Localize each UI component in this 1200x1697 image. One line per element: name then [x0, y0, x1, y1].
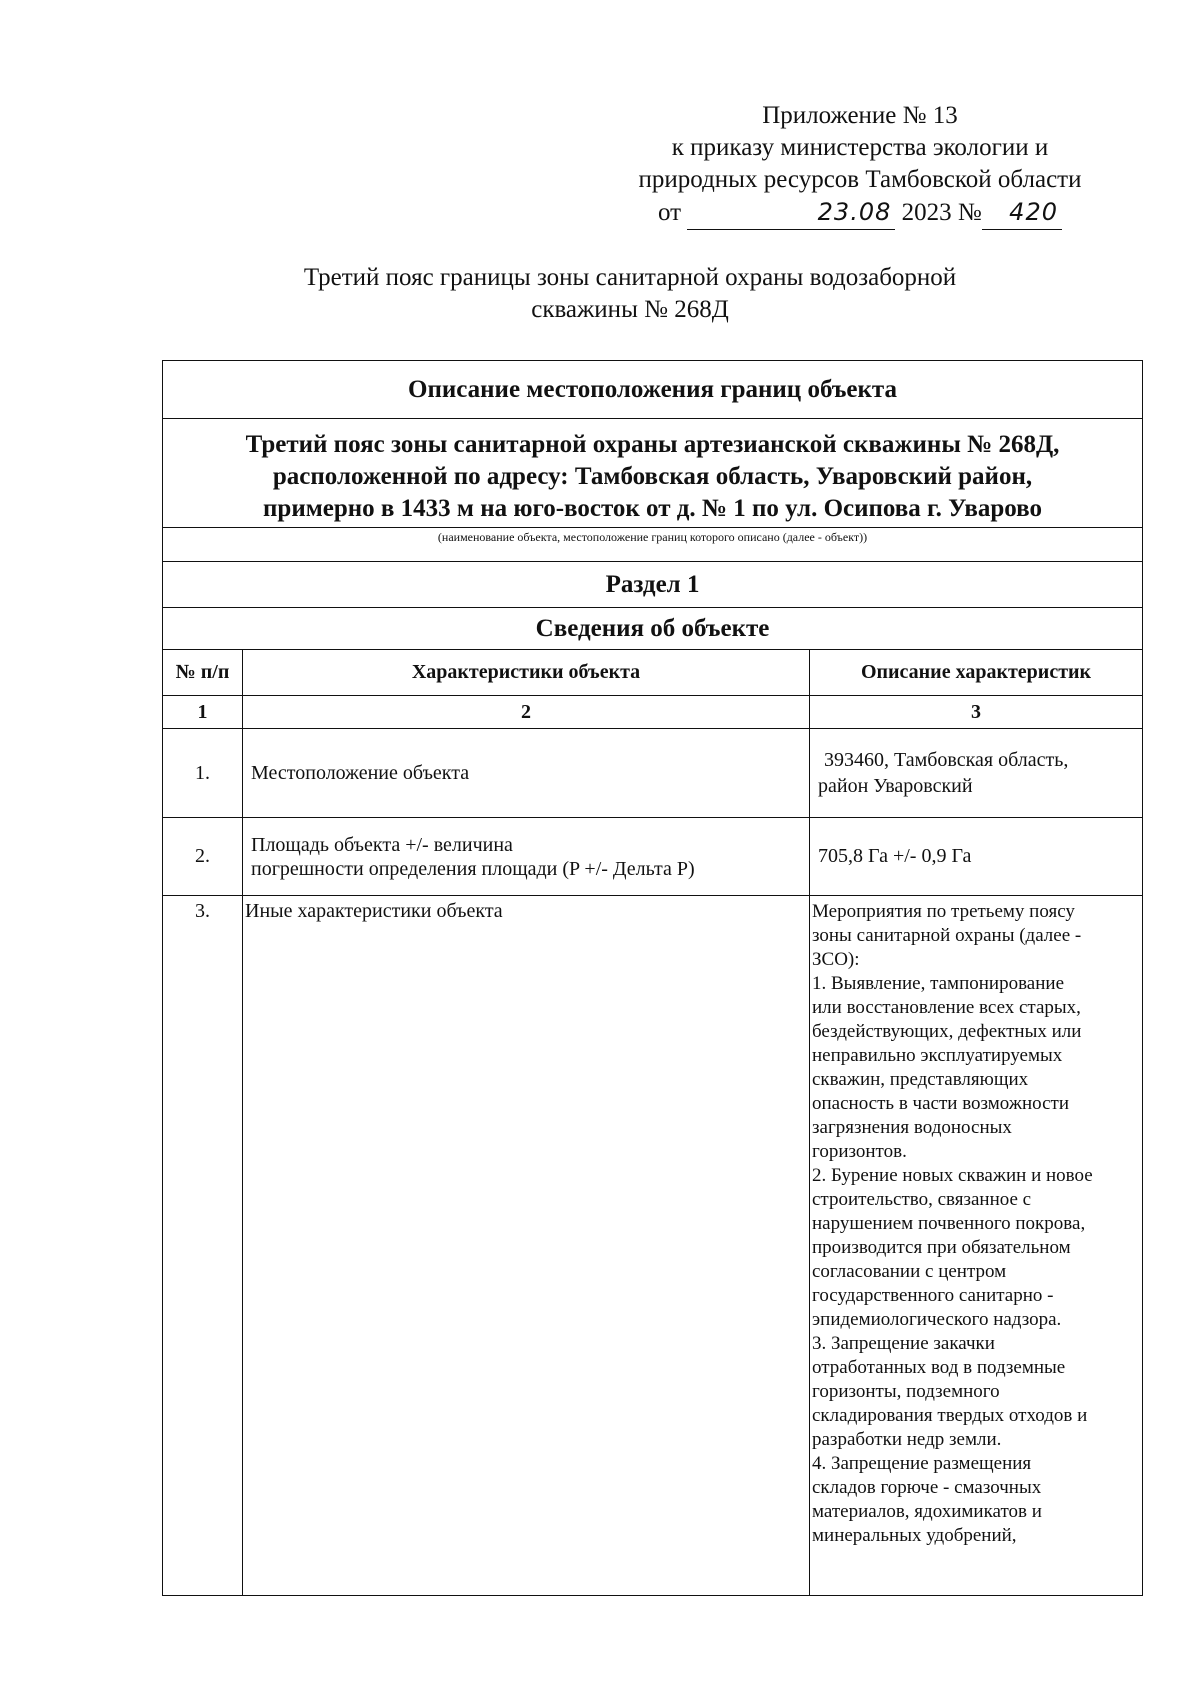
boundary-description-table	[162, 360, 1143, 1596]
description-line: отработанных вод в подземные	[812, 1357, 1066, 1378]
column-header-characteristic: Характеристики объекта	[243, 650, 810, 696]
object-name-line-1: Третий пояс зоны санитарной охраны артезианской скважины № 268Д,	[245, 431, 1060, 458]
row-1-num: 1.	[163, 729, 243, 818]
description-line: 1. Выявление, тампонирование	[812, 973, 1065, 994]
column-header-row	[163, 650, 1143, 696]
column-number-1: 1	[163, 696, 243, 729]
object-name-line-3: примерно в 1433 м на юго-восток от д. № 1 по ул. Осипова г. Уварово	[263, 495, 1042, 522]
year-label: 2023 №	[901, 199, 982, 226]
description-line: неправильно эксплуатируемых	[812, 1045, 1063, 1066]
object-name-line-2: расположенной по адресу: Тамбовская область, Уваровский район,	[272, 463, 1033, 490]
description-line: горизонтов.	[812, 1141, 907, 1162]
row-3-num: 3.	[163, 896, 243, 1596]
appendix-title: Приложение № 13	[762, 102, 958, 129]
description-line: нарушением почвенного покрова,	[812, 1213, 1086, 1234]
description-line: загрязнения водоносных	[812, 1117, 1012, 1138]
column-number-3: 3	[810, 696, 1143, 729]
description-line: скважин, представляющих	[812, 1069, 1029, 1090]
title-line-2: скважины № 268Д	[531, 296, 729, 323]
table-row	[163, 896, 1143, 1596]
description-line: 4. Запрещение размещения	[812, 1453, 1032, 1474]
description-line: материалов, ядохимикатов и	[812, 1501, 1042, 1522]
object-caption: (наименование объекта, местоположение границ которого описано (далее - объект))	[163, 528, 1143, 562]
description-line: складов горюче - смазочных	[812, 1477, 1042, 1498]
row-1-description-line-1: 393460, Тамбовская область,	[824, 749, 1069, 771]
subsection-title: Сведения об объекте	[163, 608, 1143, 650]
object-caption-row	[163, 528, 1143, 562]
description-line: опасность в части возможности	[812, 1093, 1069, 1114]
from-label: от	[658, 199, 682, 226]
description-line: разработки недр земли.	[812, 1429, 1002, 1450]
appendix-date-line	[560, 196, 1160, 230]
appendix-order-line: к приказу министерства экологии и	[671, 134, 1049, 161]
title-line-1: Третий пояс границы зоны санитарной охраны водозаборной	[303, 264, 957, 291]
column-number-2: 2	[243, 696, 810, 729]
description-line: государственного санитарно -	[812, 1285, 1054, 1306]
row-2-description: 705,8 Га +/- 0,9 Га	[810, 818, 1143, 896]
description-line: минеральных удобрений,	[812, 1525, 1017, 1546]
appendix-ministry-line: природных ресурсов Тамбовской области	[638, 166, 1082, 193]
subsection-row	[163, 608, 1143, 650]
description-line: Мероприятия по третьему поясу	[812, 901, 1075, 922]
number-handwritten: 420	[1009, 198, 1058, 226]
row-3-description	[810, 896, 1143, 1596]
description-line: горизонты, подземного	[812, 1381, 1000, 1402]
section-row	[163, 562, 1143, 608]
column-header-num: № п/п	[163, 650, 243, 696]
row-1-characteristic: Местоположение объекта	[243, 729, 810, 818]
appendix-block	[560, 100, 1160, 230]
column-header-description: Описание характеристик	[810, 650, 1143, 696]
column-number-row	[163, 696, 1143, 729]
description-line: согласовании с центром	[812, 1261, 1007, 1282]
description-line: ЗСО):	[812, 949, 860, 970]
description-line: зоны санитарной охраны (далее -	[812, 925, 1082, 946]
document-title	[200, 262, 1060, 326]
object-name-row	[163, 419, 1143, 528]
description-line: производится при обязательном	[812, 1237, 1071, 1258]
description-line: строительство, связанное с	[812, 1189, 1032, 1210]
table-heading: Описание местоположения границ объекта	[163, 361, 1143, 419]
row-2-characteristic-line-2: погрешности определения площади (P +/- Дельта P)	[251, 857, 695, 880]
object-name	[163, 419, 1143, 528]
table-row	[163, 729, 1143, 818]
row-1-description-line-2: район Уваровский	[818, 775, 973, 797]
row-3-description-lines	[812, 900, 1138, 1548]
description-line: бездействующих, дефектных или	[812, 1021, 1082, 1042]
row-2-characteristic	[243, 818, 810, 896]
date-field	[687, 196, 895, 230]
description-line: 2. Бурение новых скважин и новое	[812, 1165, 1093, 1186]
table-heading-row	[163, 361, 1143, 419]
row-2-num: 2.	[163, 818, 243, 896]
row-3-characteristic: Иные характеристики объекта	[243, 896, 810, 1596]
description-line: или восстановление всех старых,	[812, 997, 1081, 1018]
row-1-description	[810, 729, 1143, 818]
date-handwritten: 23.08	[817, 198, 892, 226]
row-2-characteristic-line-1: Площадь объекта +/- величина	[251, 833, 513, 856]
number-field	[982, 196, 1062, 230]
table-row	[163, 818, 1143, 896]
section-title: Раздел 1	[163, 562, 1143, 608]
description-line: эпидемиологического надзора.	[812, 1309, 1062, 1330]
description-line: складирования твердых отходов и	[812, 1405, 1088, 1426]
description-line: 3. Запрещение закачки	[812, 1333, 995, 1354]
